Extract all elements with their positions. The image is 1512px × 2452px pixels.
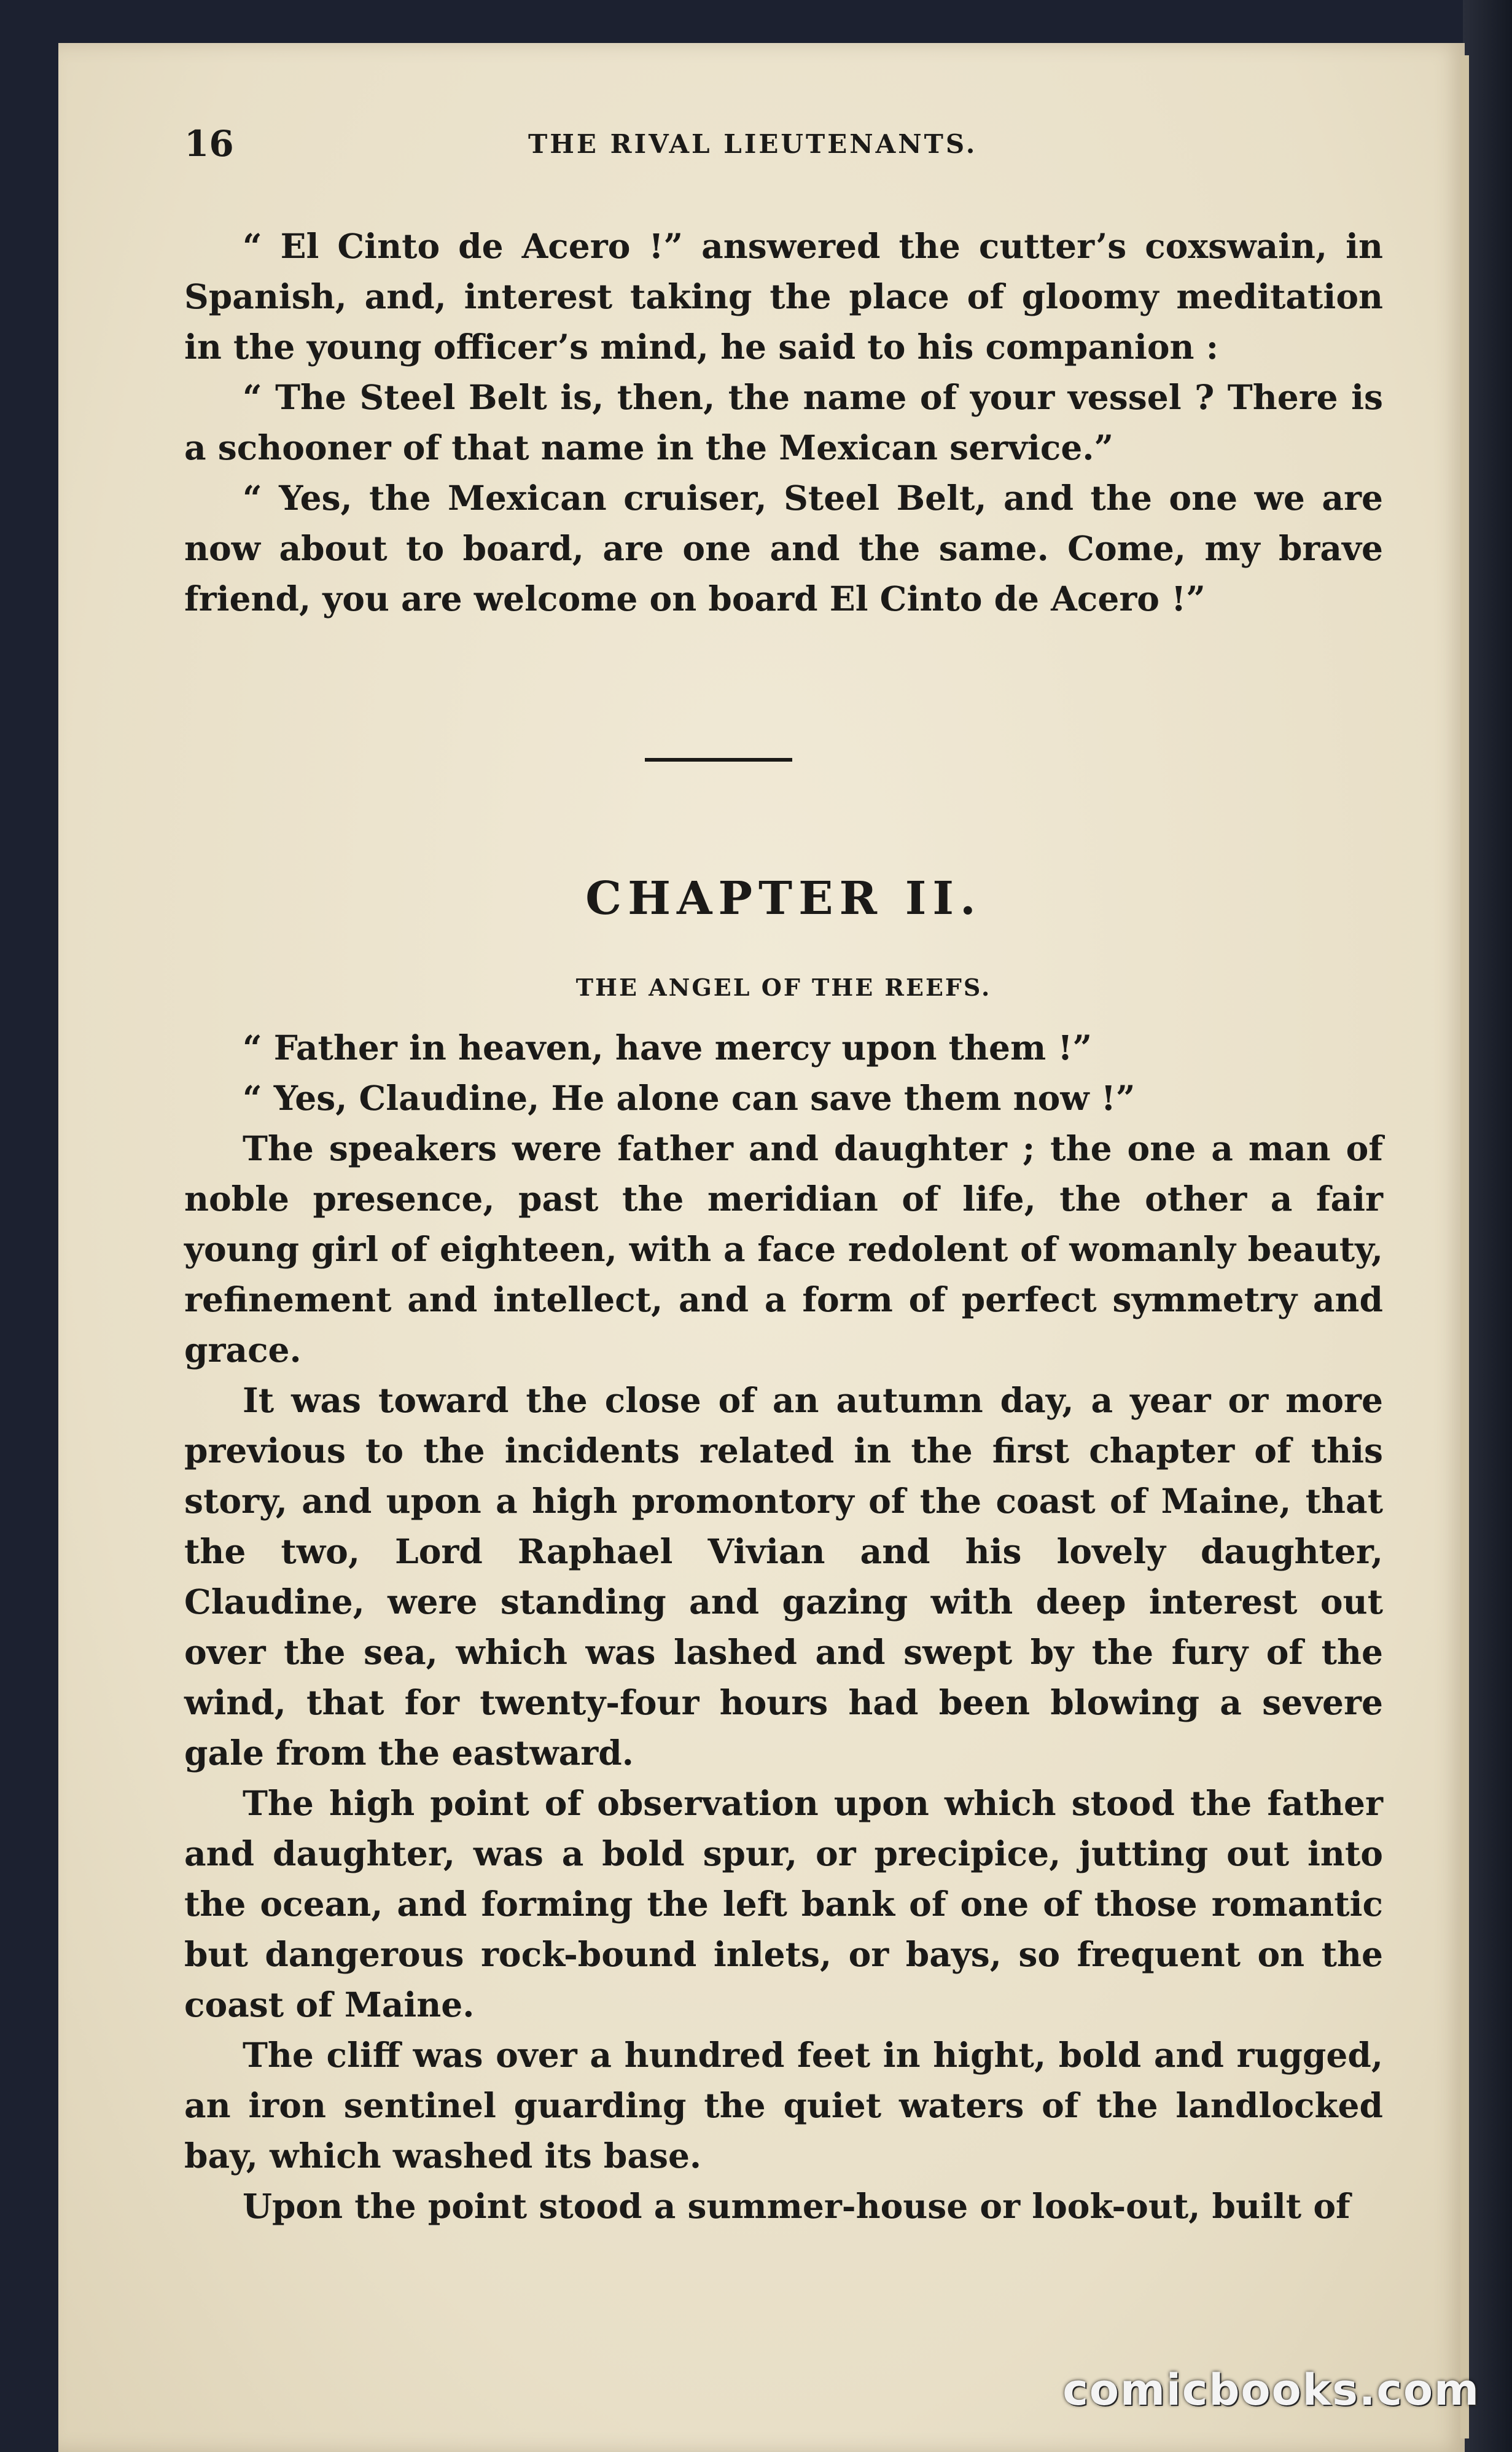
watermark: comicbooks.com [1062,2365,1480,2415]
paragraph: Upon the point stood a summer-house or look-out, built of [243,2186,1350,2226]
paragraph: The cliff was over a hundred feet in hight, bold and rugged, an iron sentinel guarding the quiet waters of the landlocked bay, which washed its base. [184,2035,1383,2176]
section-2-text [184,1023,1383,2231]
paragraph: The speakers were father and daughter ; the one a man of noble presence, past the meridian of life, the other a fair young girl of eighteen, with a face redolent of womanly beauty, refinement and intellect, and a form of perfect symmetry and grace. [184,1128,1383,1370]
paragraph: It was toward the close of an autumn day, a year or more previous to the incidents related in the first chapter of this story, and upon a high promontory of the coast of Maine, that the two, Lord Raphael Vivian and his lovely daughter, Claudine, were standing and gazing with deep interest out over the sea, which was lashed and swept by the fury of the wind, that for twenty-four hours had been blowing a severe gale from the eastward. [184,1380,1383,1773]
running-head: THE RIVAL LIEUTENANTS. [528,129,978,159]
paragraph: “ The Steel Belt is, then, the name of your vessel ? There is a schooner of that name in the Mexican service.” [184,377,1383,467]
paragraph: “ Yes, Claudine, He alone can save them now !” [243,1078,1136,1118]
section-1-text [184,221,1383,624]
section-divider-rule [645,758,792,762]
book-binding-edge [1463,0,1512,2452]
paragraph: “ El Cinto de Acero !” answered the cutter’s coxswain, in Spanish, and, interest taking the place of gloomy meditation in the young officer’s mind, he said to his companion : [184,226,1383,367]
chapter-heading: CHAPTER II. [585,872,982,925]
page-edge [1460,55,1469,2438]
chapter-title: THE ANGEL OF THE REEFS. [575,974,992,1001]
paragraph: The high point of observation upon which stood the father and daughter, was a bold spur, or precipice, jutting out into the ocean, and forming the left bank of one of those romantic but dangerous rock-bound inlets, or bays, so frequent on the coast of Maine. [184,1783,1383,2024]
paragraph: “ Father in heaven, have mercy upon them !” [243,1028,1093,1068]
page-header [184,123,1388,172]
page-number: 16 [184,123,234,165]
paragraph: “ Yes, the Mexican cruiser, Steel Belt, and the one we are now about to board, are one and the same. Come, my brave friend, you are welcome on board El Cinto de Acero !” [184,478,1383,619]
